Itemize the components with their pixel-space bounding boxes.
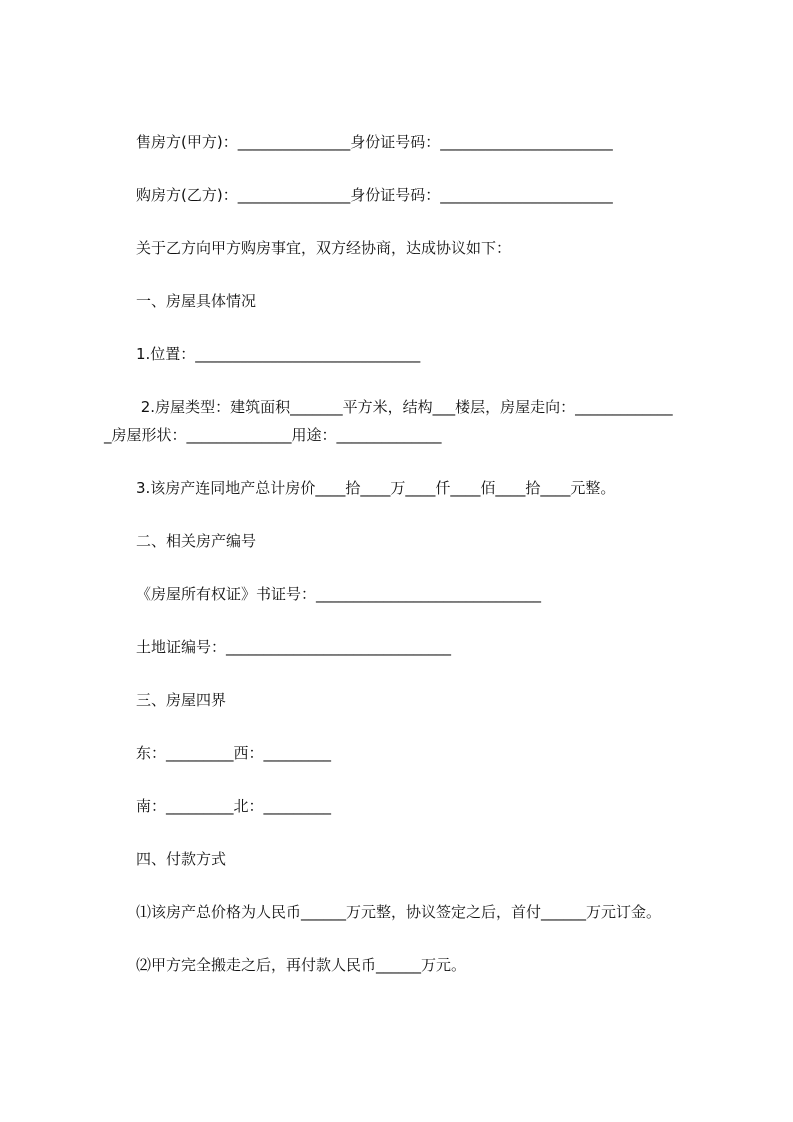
section-heading-4: 四、付款方式	[136, 850, 227, 868]
south-north-line: 南：_________北：_________	[136, 797, 332, 815]
property-cert-line: 《房屋所有权证》书证号：______________________________	[136, 585, 542, 603]
payment-line-2: ⑵甲方完全搬走之后，再付款人民币______万元。	[136, 956, 467, 974]
intro-line: 关于乙方向甲方购房事宜，双方经协商，达成协议如下：	[136, 239, 512, 257]
location-line: 1.位置：______________________________	[136, 345, 421, 363]
section-heading-3: 三、房屋四界	[136, 691, 227, 709]
section-heading-1: 一、房屋具体情况	[136, 292, 257, 310]
seller-line: 售房方(甲方)：_______________身份证号码：_______________________	[136, 133, 613, 151]
house-type-line: 2.房屋类型：建筑面积_______平方米，结构___楼层，房屋走向：_____________	[136, 398, 673, 416]
total-price-line: 3.该房产连同地产总计房价____拾____万____仟____佰____拾____元整。	[136, 479, 616, 497]
land-cert-line: 土地证编号：______________________________	[136, 638, 452, 656]
section-heading-2: 二、相关房产编号	[136, 532, 257, 550]
house-type-line-continued: _房屋形状：______________用途：______________	[104, 426, 442, 444]
east-west-line: 东：_________西：_________	[136, 744, 332, 762]
buyer-line: 购房方(乙方)：_______________身份证号码：_______________________	[136, 186, 613, 204]
payment-line-1: ⑴该房产总价格为人民币______万元整，协议签定之后，首付______万元订金。	[136, 903, 662, 921]
